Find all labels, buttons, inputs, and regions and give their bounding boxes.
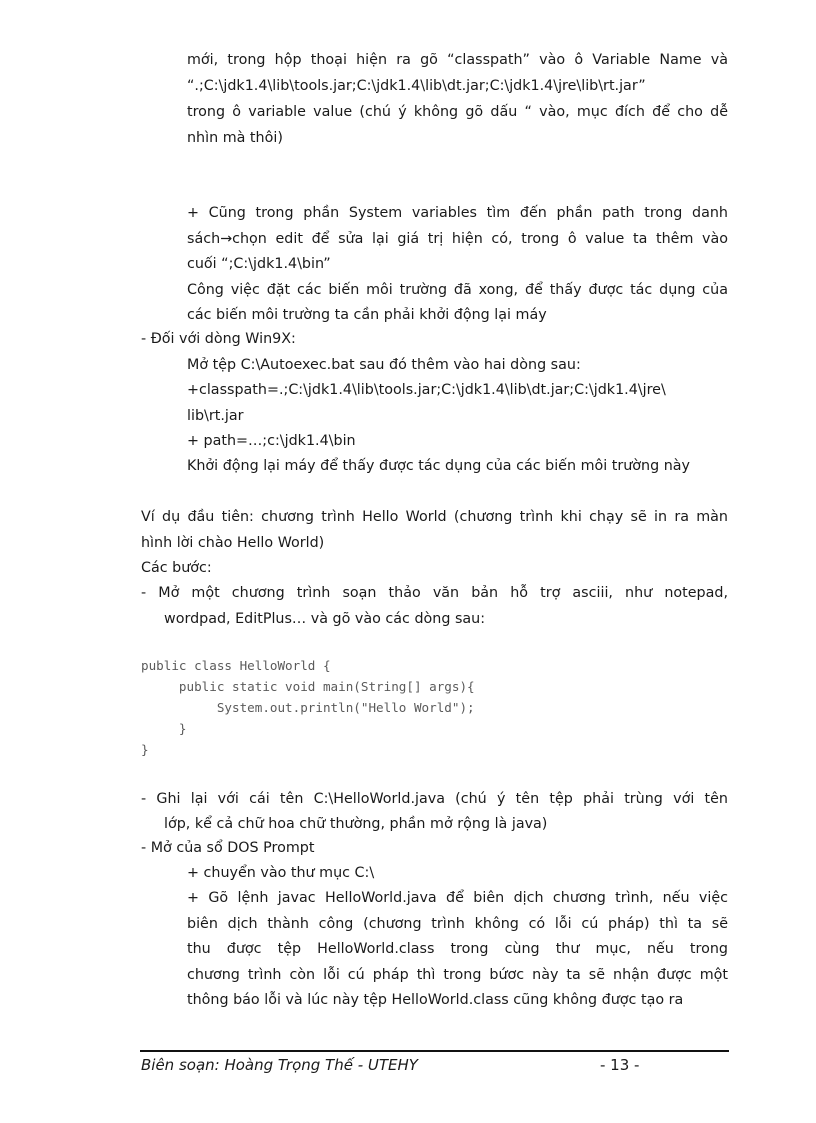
paragraph-line: biên dịch thành công (chương trình không có lỗi cú pháp) thì ta sẽ [187,916,728,932]
paragraph-line: wordpad, EditPlus… và gõ vào các dòng sau: [164,611,486,627]
paragraph-line: Các bước: [141,560,212,576]
code-line: } [141,721,187,736]
paragraph-line: hình lời chào Hello World) [141,535,325,551]
paragraph-line: Ví dụ đầu tiên: chương trình Hello World (chương trình khi chạy sẽ in ra màn [141,509,728,525]
paragraph-line: thông báo lỗi và lúc này tệp HelloWorld.class cũng không được tạo ra [187,992,684,1008]
paragraph-line: + chuyển vào thư mục C:\ [187,865,375,881]
paragraph-line: thu được tệp HelloWorld.class trong cùng thư mục, nếu trong [187,941,728,957]
code-line: public class HelloWorld { [141,658,331,673]
paragraph-line: cuối “;C:\jdk1.4\bin” [187,256,331,272]
paragraph-line: - Mở của sổ DOS Prompt [141,840,315,856]
paragraph-line: Mở tệp C:\Autoexec.bat sau đó thêm vào hai dòng sau: [187,357,581,373]
paragraph-line: +classpath=.;C:\jdk1.4\lib\tools.jar;C:\jdk1.4\lib\dt.jar;C:\jdk1.4\jre\ [187,382,666,398]
paragraph-line: Khởi động lại máy để thấy được tác dụng của các biến môi trường này [187,458,691,474]
paragraph-line: - Ghi lại với cái tên C:\HelloWorld.java (chú ý tên tệp phải trùng với tên [141,791,728,807]
code-line: public static void main(String[] args){ [141,679,475,694]
paragraph-line: lib\rt.jar [187,408,244,424]
paragraph-line: mới, trong hộp thoại hiện ra gõ “classpath” vào ô Variable Name và [187,52,728,68]
footer-author: Biên soạn: Hoàng Trọng Thế - UTEHY [141,1056,418,1074]
code-line: } [141,742,149,757]
paragraph-line: Công việc đặt các biến môi trường đã xong, để thấy được tác dụng của [187,282,728,298]
code-line: System.out.println("Hello World"); [141,700,475,715]
paragraph-line: + path=…;c:\jdk1.4\bin [187,433,356,449]
paragraph-line: - Mở một chương trình soạn thảo văn bản hỗ trợ asciii, như notepad, [141,585,728,601]
paragraph-line: + Cũng trong phần System variables tìm đến phần path trong danh [187,205,728,221]
paragraph-line: + Gõ lệnh javac HelloWorld.java để biên dịch chương trình, nếu việc [187,890,728,906]
footer-rule [140,1050,729,1052]
paragraph-line: nhìn mà thôi) [187,130,283,146]
page-number: - 13 - [600,1056,640,1074]
paragraph-line: - Đối với dòng Win9X: [141,331,296,347]
paragraph-line: chương trình còn lỗi cú pháp thì trong bứơc này ta sẽ nhận được một [187,967,728,983]
paragraph-line: các biến môi trường ta cần phải khởi động lại máy [187,307,547,323]
paragraph-line: sách→chọn edit để sửa lại giá trị hiện có, trong ô value ta thêm vào [187,231,728,247]
paragraph-line: “.;C:\jdk1.4\lib\tools.jar;C:\jdk1.4\lib\dt.jar;C:\jdk1.4\jre\lib\rt.jar” [187,78,646,94]
paragraph-line: lớp, kể cả chữ hoa chữ thường, phần mở rộng là java) [164,816,548,832]
paragraph-line: trong ô variable value (chú ý không gõ dấu “ vào, mục đích để cho dễ [187,104,728,120]
